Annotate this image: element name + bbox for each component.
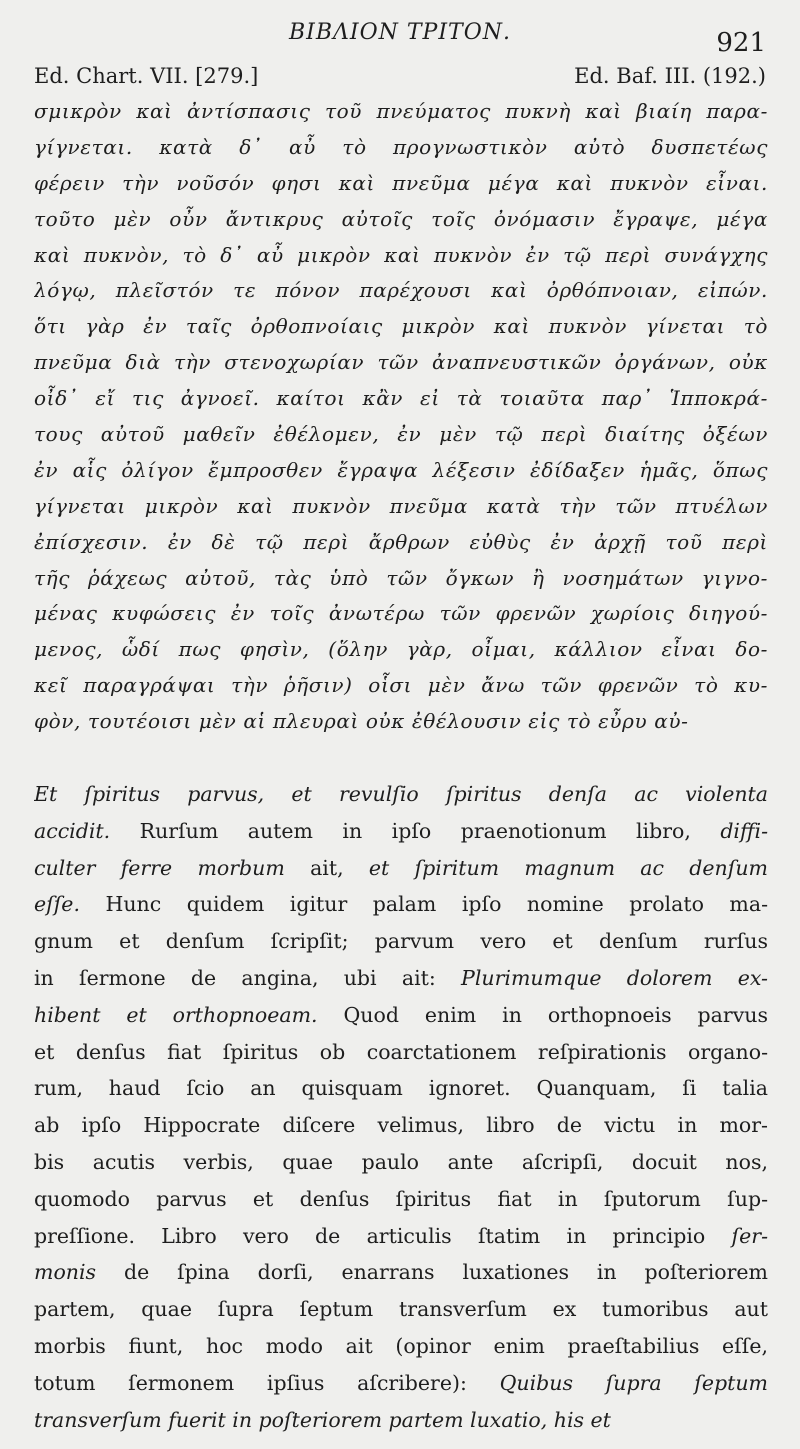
roman-segment: preſſione. Libro vero de articulis ſtatim in principio — [34, 1223, 732, 1248]
latin-text-line — [34, 1144, 768, 1181]
latin-translation-block — [34, 776, 768, 1438]
greek-text-line: μένας κυφώσεις ἐν τοῖς ἀνωτέρω τῶν φρενῶν χωρίοις διηγού- — [34, 601, 768, 626]
latin-text-line — [34, 886, 768, 923]
latin-text-line — [34, 1402, 768, 1439]
italic-segment: culter ferre morbum — [34, 855, 285, 880]
greek-text-line: μενος, ὧδί πως φησὶν, (ὅλην γὰρ, οἶμαι, κάλλιον εἶναι δο- — [34, 637, 768, 662]
latin-text-line — [34, 997, 768, 1034]
greek-text-line: ὅτι γὰρ ἐν ταῖς ὀρθοπνοίαις μικρὸν καὶ πυκνὸν γίνεται τὸ — [34, 314, 768, 339]
latin-text-line — [34, 1218, 768, 1255]
roman-segment: de ſpina dorſi, enarrans luxationes in poſteriorem — [96, 1260, 768, 1285]
italic-segment: accidit. — [34, 818, 111, 843]
latin-text-line — [34, 1291, 768, 1328]
greek-text-line: πνεῦμα διὰ τὴν στενοχωρίαν τῶν ἀναπνευστικῶν ὀργάνων, οὐκ — [34, 350, 768, 375]
roman-segment: Quod enim in orthopnoeis parvus — [317, 1002, 768, 1027]
page-number: 921 — [716, 28, 766, 58]
greek-text-line: κεῖ παραγράψαι τὴν ῥῆσιν) οἷσι μὲν ἄνω τῶν φρενῶν τὸ κυ- — [34, 673, 768, 698]
greek-text-line: λόγῳ, πλεῖστόν τε πόνον παρέχουσι καὶ ὀρθόπνοιαν, εἰπών. — [34, 278, 768, 303]
italic-segment: et ſpiritum magnum ac denſum — [368, 855, 768, 880]
italic-segment: monis — [34, 1260, 97, 1285]
greek-text-line: τοῦτο μὲν οὖν ἄντικρυς αὐτοῖς τοῖς ὀνόμασιν ἔγραψε, μέγα — [34, 206, 768, 231]
edition-references — [34, 64, 766, 88]
roman-segment: bis acutis verbis, quae paulo ante aſcripſi, docuit nos, — [34, 1149, 768, 1174]
roman-segment: in ſermone de angina, ubi ait: — [34, 965, 462, 990]
italic-segment: Et ſpiritus parvus, et revulſio ſpiritus denſa ac violenta — [34, 782, 768, 806]
running-title: ΒΙΒΛΙΟΝ ΤΡΙΤΟΝ. — [288, 20, 511, 45]
roman-segment: ait, — [284, 855, 369, 880]
roman-segment: quomodo parvus et denſus ſpiritus fiat in ſputorum ſup- — [34, 1186, 768, 1211]
latin-text-line — [34, 1254, 768, 1291]
greek-text-line: ἐν αἷς ὀλίγον ἔμπροσθεν ἔγραψα λέξεσιν ἐδίδαξεν ἡμᾶς, ὅπως — [34, 457, 768, 482]
latin-text-line — [34, 1365, 768, 1402]
edition-chart-reference: Ed. Chart. VII. [279.] — [34, 64, 259, 88]
latin-text-line — [34, 1107, 768, 1144]
greek-text-line: φὸν, τουτέοισι μὲν αἱ πλευραὶ οὐκ ἐθέλουσιν εἰς τὸ εὖρυ αὐ- — [34, 709, 689, 734]
italic-segment: ſer- — [731, 1223, 768, 1248]
greek-text-line: οἶδ᾽ εἴ τις ἀγνοεῖ. καίτοι κἂν εἰ τὰ τοιαῦτα παρ᾽ Ἱπποκρά- — [34, 386, 768, 411]
italic-segment: Quibus ſupra ſeptum — [499, 1370, 768, 1395]
roman-segment: Hunc quidem igitur palam ipſo nomine prolato ma- — [79, 892, 768, 917]
latin-text-line — [34, 1181, 768, 1218]
roman-segment: rum, haud ſcio an quisquam ignoret. Quanquam, ſi talia — [34, 1076, 768, 1101]
latin-text-line — [34, 1328, 768, 1365]
latin-text-line — [34, 923, 768, 960]
italic-segment: transverſum fuerit in poſteriorem partem luxatio, his et — [34, 1407, 611, 1432]
greek-text-line: ἐπίσχεσιν. ἐν δὲ τῷ περὶ ἄρθρων εὐθὺς ἐν ἀρχῇ τοῦ περὶ — [34, 529, 768, 554]
roman-segment: gnum et denſum ſcripſit; parvum vero et denſum rurſus — [34, 929, 768, 954]
italic-segment: Plurimumque dolorem ex- — [461, 965, 768, 990]
greek-text-line: καὶ πυκνὸν, τὸ δ᾽ αὖ μικρὸν καὶ πυκνὸν ἐν τῷ περὶ συνάγχης — [34, 242, 768, 267]
latin-text-line — [34, 1070, 768, 1107]
greek-text-block — [34, 94, 768, 740]
italic-segment: eſſe. — [34, 892, 80, 917]
italic-segment: hibent et orthopnoeam. — [34, 1002, 318, 1027]
roman-segment: morbis fiunt, hoc modo ait (opinor enim praeſtabilius eſſe, — [34, 1333, 768, 1358]
latin-text-line — [34, 776, 768, 813]
latin-text-line — [34, 850, 768, 887]
greek-text-line: τῆς ῥάχεως αὐτοῦ, τὰς ὑπὸ τῶν ὄγκων ἢ νοσημάτων γιγνο- — [34, 565, 768, 590]
latin-text-line — [34, 960, 768, 997]
roman-segment: totum ſermonem ipſius aſcribere): — [34, 1370, 500, 1395]
roman-segment: et denſus fiat ſpiritus ob coarctationem reſpirationis organo- — [34, 1039, 768, 1064]
roman-segment: partem, quae ſupra ſeptum transverſum ex tumoribus aut — [34, 1297, 768, 1322]
greek-text-line: τους αὐτοῦ μαθεῖν ἐθέλομεν, ἐν μὲν τῷ περὶ διαίτης ὀξέων — [34, 422, 768, 447]
latin-text-line — [34, 813, 768, 850]
greek-text-line: γίγνεται. κατὰ δ᾽ αὖ τὸ προγνωστικὸν αὐτὸ δυσπετέως — [34, 134, 768, 159]
roman-segment: ab ipſo Hippocrate diſcere velimus, libro de victu in mor- — [34, 1113, 768, 1138]
greek-text-line: σμικρὸν καὶ ἀντίσπασις τοῦ πνεύματος πυκνὴ καὶ βιαίη παρα- — [34, 99, 768, 123]
latin-text-line — [34, 1034, 768, 1071]
roman-segment: Rurſum autem in ipſo praenotionum libro, — [110, 818, 721, 843]
edition-basel-reference: Ed. Baf. III. (192.) — [574, 64, 766, 88]
greek-text-line: φέρειν τὴν νοῦσόν φησι καὶ πνεῦμα μέγα καὶ πυκνὸν εἶναι. — [34, 170, 768, 195]
greek-text-line: γίγνεται μικρὸν καὶ πυκνὸν πνεῦμα κατὰ τὴν τῶν πτυέλων — [34, 493, 768, 518]
italic-segment: diffi- — [720, 818, 768, 843]
